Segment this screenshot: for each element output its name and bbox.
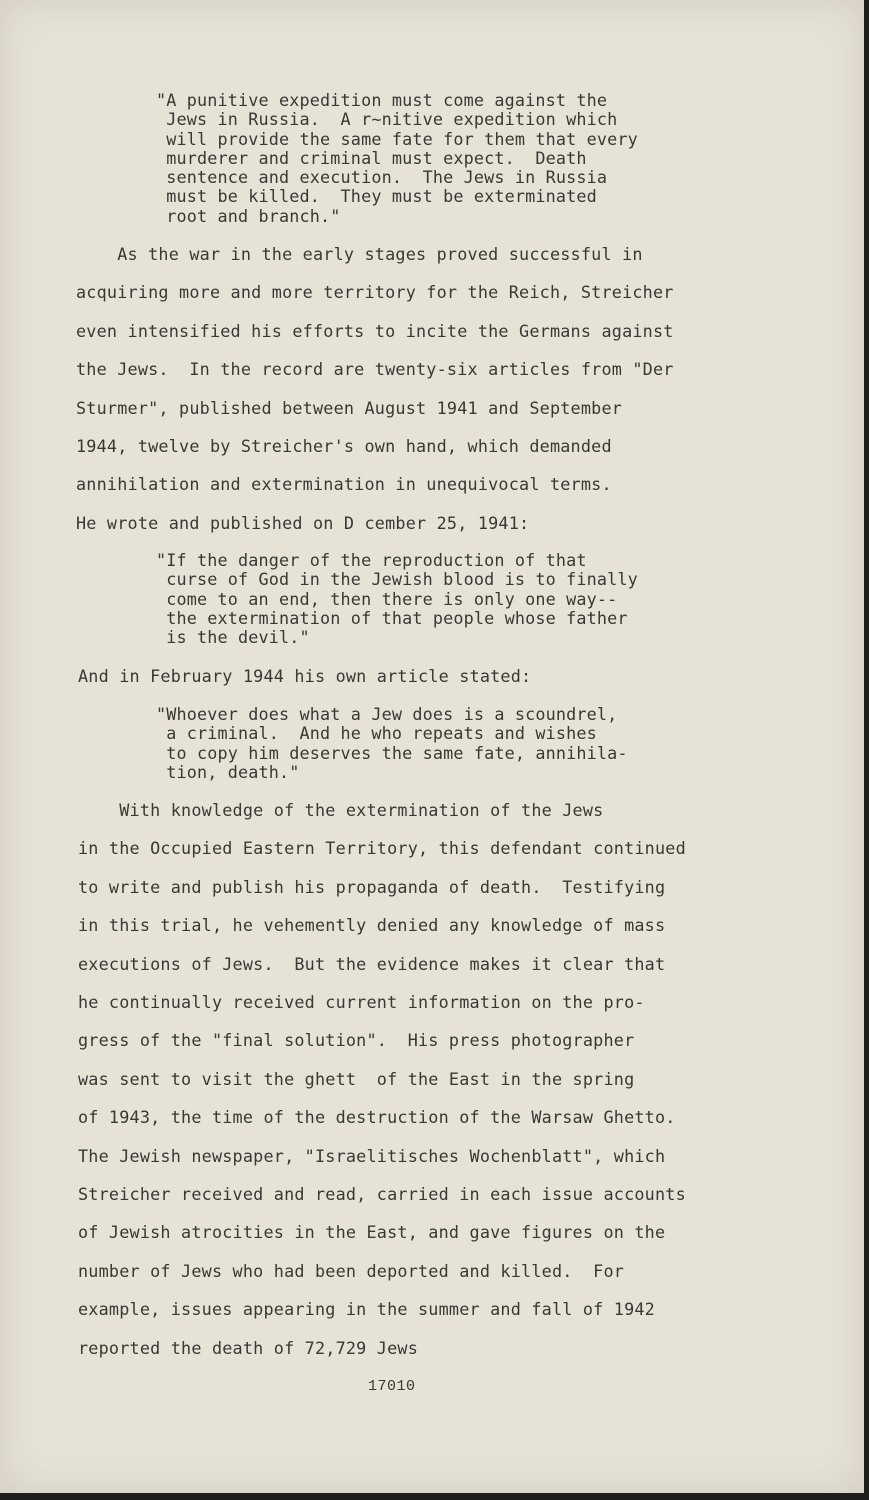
quote-whoever-does: "Whoever does what a Jew does is a scoundrel, a criminal. And he who repeats and wishes to copy him deserves the same fate, annihila- tion, death." <box>156 704 628 782</box>
quote-danger-reproduction: "If the danger of the reproduction of that curse of God in the Jewish blood is to finally come to an end, then there is only one way-- the extermination of that people whose father is the devil." <box>156 550 638 648</box>
scan-edge-right <box>864 0 869 1500</box>
quote-punitive-expedition: "A punitive expedition must come against the Jews in Russia. A r~nitive expedition which will provide the same fate for them that every murderer and criminal must expect. Death sentence and execution. The Jews in Russia must be killed. They must be exterminated root and branch." <box>156 90 638 226</box>
page-number: 17010 <box>368 1378 416 1395</box>
scan-edge-bottom <box>0 1493 869 1500</box>
paragraph-february-1944: And in February 1944 his own article stated: <box>78 666 532 686</box>
paragraph-war-territory: As the war in the early stages proved successful in acquiring more and more territory for the Reich, Streicher even intensified his efforts to incite the Germans against the Jews. In the record are twenty-six articles from "Der Sturmer", published between August 1941 and September 1944, twelve by Streicher's own hand, which demanded annihilation and extermination in unequivocal terms. He wrote and published on D cember 25, 1941: <box>76 244 674 533</box>
paragraph-knowledge-extermination: With knowledge of the extermination of the Jews in the Occupied Eastern Territory, this defendant continued to write and publish his propaganda of death. Testifying in this trial, he vehemently denied any knowledge of mass executions of Jews. But the evidence makes it clear that he continually received current information on the pro- gress of the "final solution". His press photographer was sent to visit the ghett of the East in the spring of 1943, the time of the destruction of the Warsaw Ghetto. The Jewish newspaper, "Israelitisches Wochenblatt", which Streicher received and read, carried in each issue accounts of Jewish atrocities in the East, and gave figures on the number of Jews who had been deported and killed. For example, issues appearing in the summer and fall of 1942 reported the death of 72,729 Jews <box>78 800 686 1358</box>
